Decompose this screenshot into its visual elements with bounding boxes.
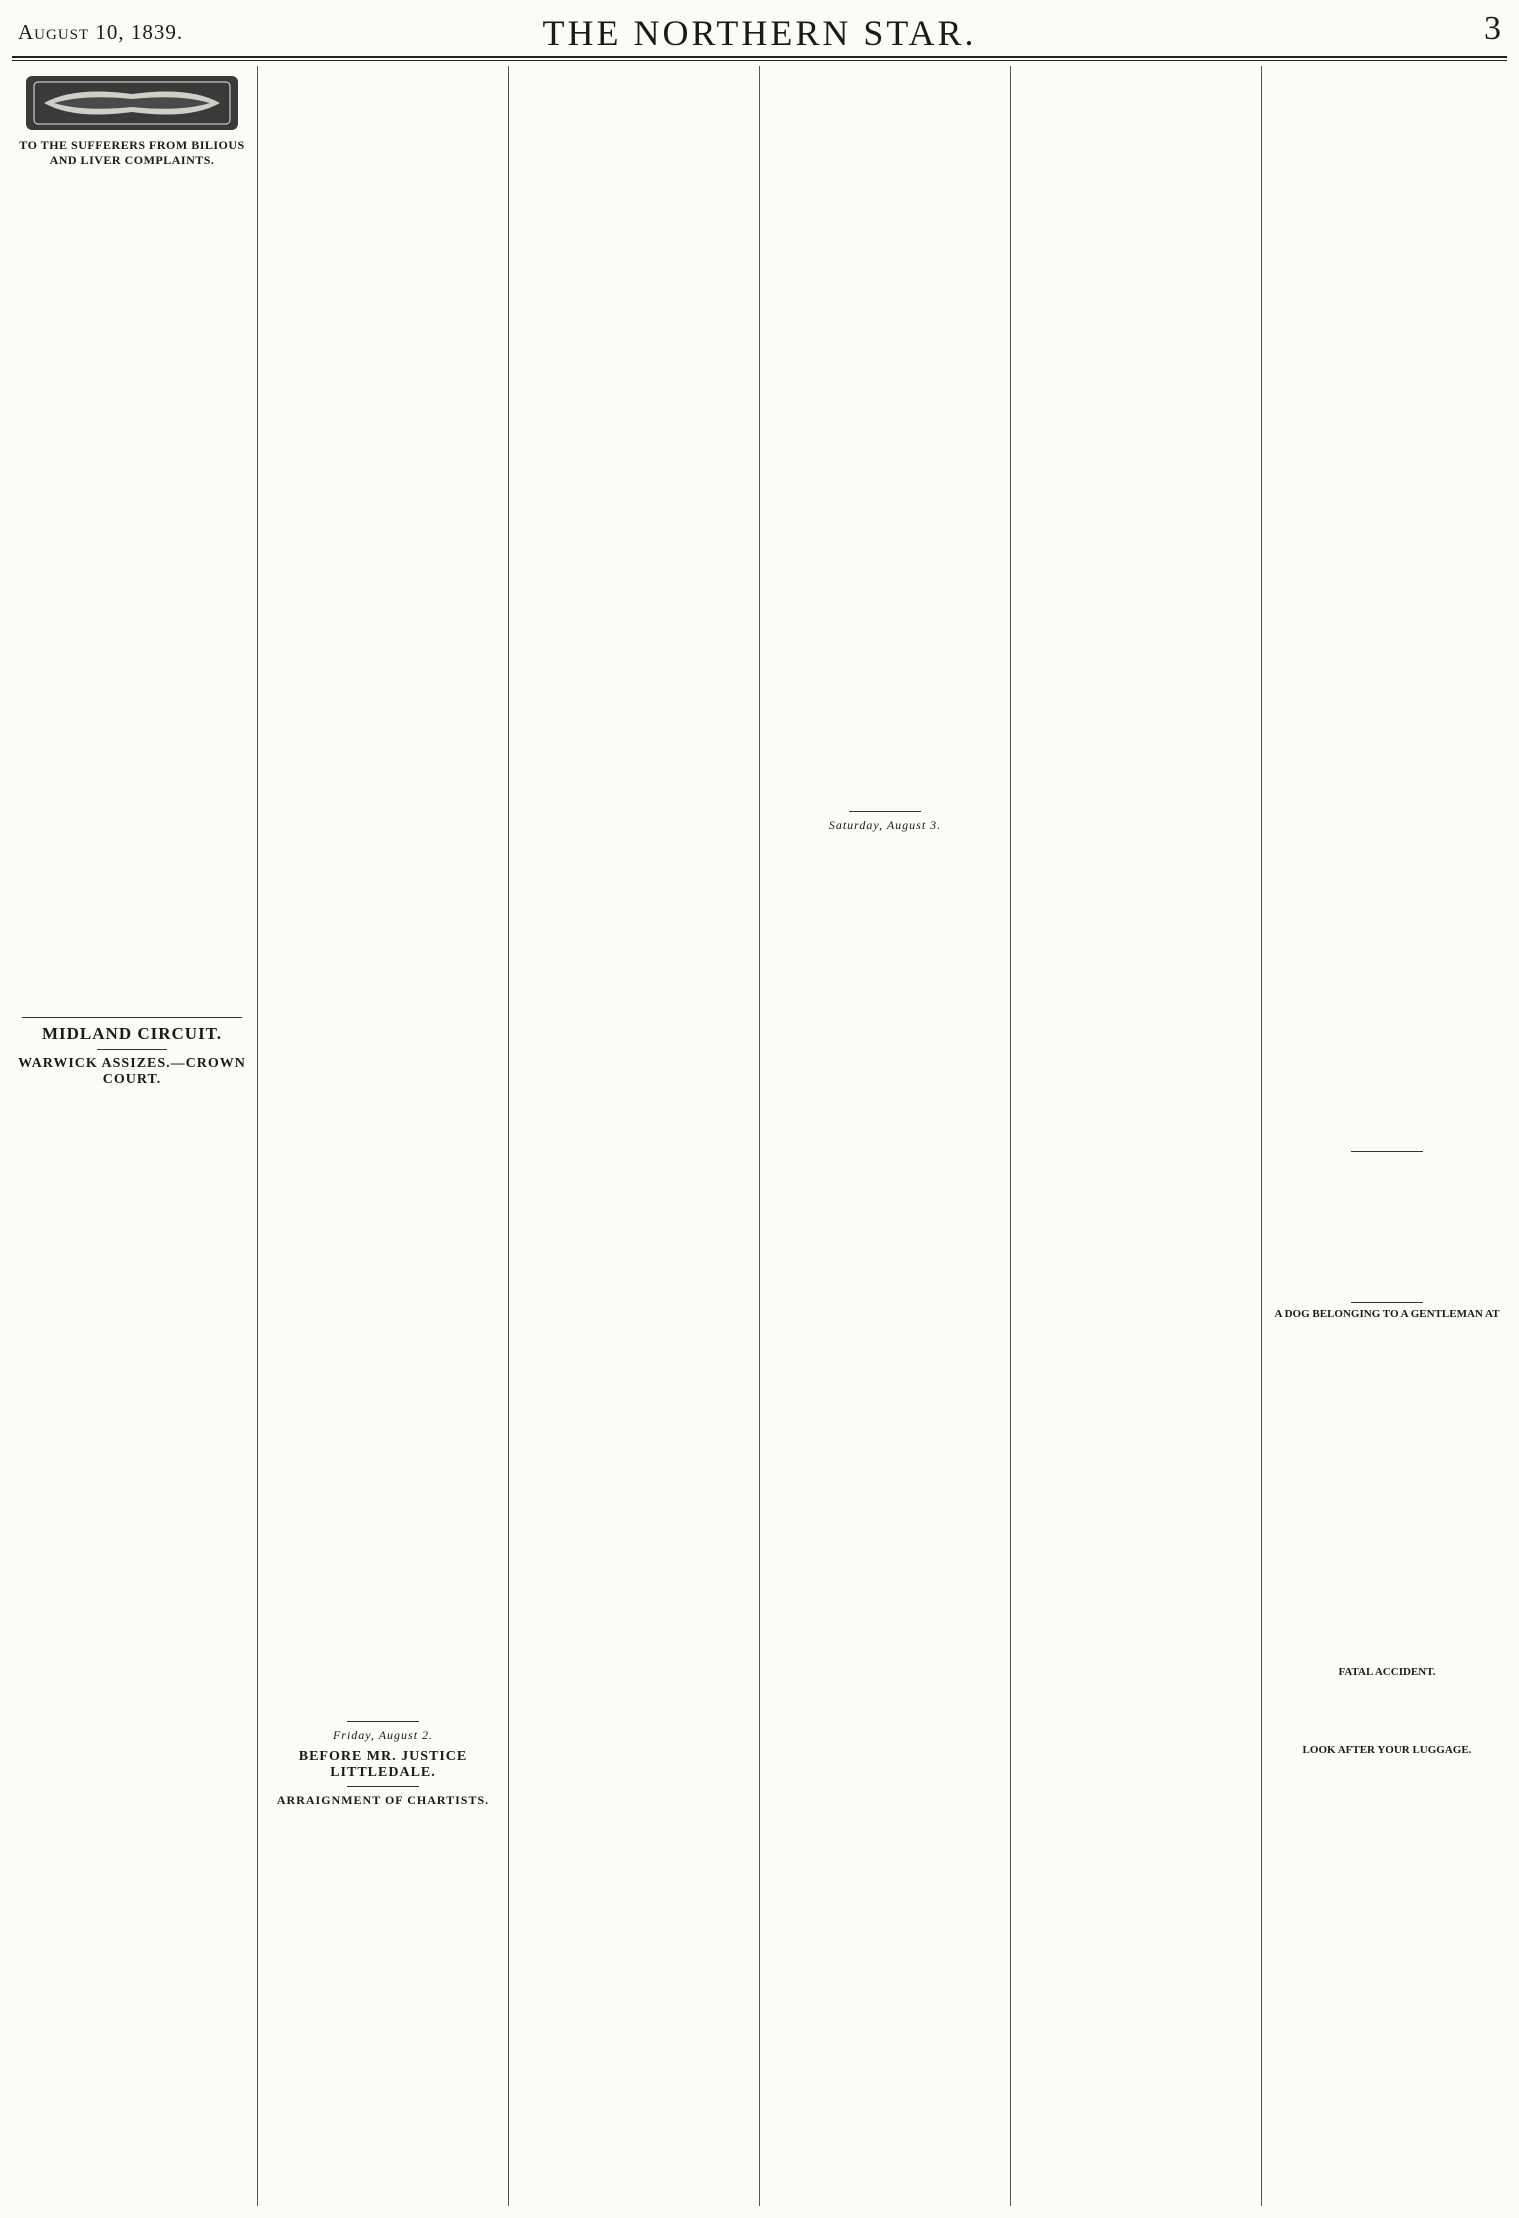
column-2 bbox=[264, 66, 502, 2206]
luggage-story-block bbox=[1268, 1760, 1506, 2060]
friday-heading: Friday, August 2. bbox=[332, 1728, 434, 1742]
divider-short bbox=[849, 811, 920, 812]
warwick-assizes-heading: WARWICK ASSIZES.—CROWN COURT. bbox=[18, 1056, 246, 1087]
midland-circuit-heading: MIDLAND CIRCUIT. bbox=[41, 1024, 223, 1043]
column-5 bbox=[1017, 66, 1255, 2206]
arraignment-block bbox=[264, 1810, 502, 2206]
divider-short bbox=[1351, 1302, 1422, 1303]
court-report-block bbox=[14, 1090, 250, 2190]
verdict-block bbox=[1268, 66, 1506, 1146]
before-justice-heading: BEFORE MR. JUSTICE LITTLEDALE. bbox=[298, 1749, 468, 1780]
fatal-accident-block bbox=[1268, 1682, 1506, 1742]
column-3 bbox=[515, 66, 753, 2206]
luggage-caption: LOOK AFTER YOUR LUGGAGE. bbox=[1302, 1744, 1472, 1756]
dog-story-caption: A DOG BELONGING TO A GENTLEMAN AT bbox=[1274, 1308, 1500, 1320]
court-report-continued-block bbox=[264, 66, 502, 1716]
trial-evidence-block bbox=[766, 66, 1004, 806]
page-number: 3 bbox=[1484, 10, 1501, 47]
sheriff-note-block bbox=[1268, 1157, 1506, 1297]
column-rule bbox=[759, 66, 760, 2206]
column-rule bbox=[257, 66, 258, 2206]
masthead bbox=[0, 0, 1519, 60]
column-4 bbox=[766, 66, 1004, 2206]
masthead-rule-thin bbox=[12, 60, 1507, 61]
fatal-accident-caption: FATAL ACCIDENT. bbox=[1338, 1666, 1436, 1678]
trial-report-block bbox=[515, 66, 753, 2196]
saturday-report-block bbox=[766, 835, 1004, 2205]
column-1 bbox=[14, 66, 250, 2206]
divider-short bbox=[1351, 1151, 1422, 1152]
witness-testimony-block bbox=[1017, 66, 1255, 2196]
masthead-rule bbox=[12, 56, 1507, 58]
column-6 bbox=[1268, 66, 1506, 2206]
arraignment-heading: ARRAIGNMENT OF CHARTISTS. bbox=[276, 1793, 490, 1807]
column-rule bbox=[508, 66, 509, 2206]
issue-date: August 10, 1839. bbox=[18, 20, 184, 44]
saturday-heading: Saturday, August 3. bbox=[828, 818, 942, 832]
column-rule bbox=[1261, 66, 1262, 2206]
column-rule bbox=[1010, 66, 1011, 2206]
advertisement-block bbox=[14, 172, 250, 1012]
divider bbox=[22, 1017, 242, 1018]
newspaper-title: THE NORTHERN STAR. bbox=[542, 13, 977, 53]
divider-short bbox=[347, 1721, 418, 1722]
divider-short bbox=[347, 1786, 418, 1787]
engraved-banner-icon bbox=[14, 72, 250, 134]
news-items-block bbox=[1268, 1324, 1506, 1664]
engraved-banner bbox=[14, 72, 250, 134]
divider-short bbox=[97, 1049, 168, 1050]
sufferers-heading: TO THE SUFFERERS FROM BILIOUS AND LIVER COMPLAINTS. bbox=[19, 138, 245, 167]
